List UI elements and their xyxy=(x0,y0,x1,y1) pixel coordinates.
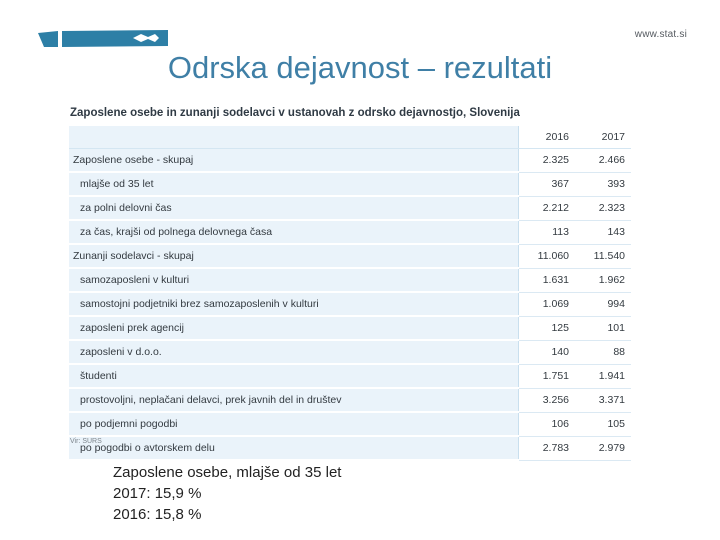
table-row xyxy=(69,364,631,388)
table-row xyxy=(69,388,631,412)
row-separator xyxy=(508,172,519,196)
row-label: Zaposlene osebe - skupaj xyxy=(69,149,508,173)
value-2016: 1.631 xyxy=(519,268,576,292)
value-2017: 88 xyxy=(575,340,631,364)
table-row xyxy=(69,244,631,268)
row-label: Zunanji sodelavci - skupaj xyxy=(69,244,508,268)
row-separator xyxy=(508,220,519,244)
row-separator xyxy=(508,436,519,460)
row-label: po podjemni pogodbi xyxy=(69,412,508,436)
row-label: študenti xyxy=(69,364,508,388)
value-2016: 3.256 xyxy=(519,388,576,412)
value-2017: 2.323 xyxy=(575,196,631,220)
row-separator xyxy=(508,388,519,412)
data-table xyxy=(69,126,631,461)
column-header-2017: 2017 xyxy=(575,126,631,149)
row-label: samozaposleni v kulturi xyxy=(69,268,508,292)
summary-line: 2017: 15,9 % xyxy=(113,485,202,502)
row-separator xyxy=(508,268,519,292)
row-label: zaposleni prek agencij xyxy=(69,316,508,340)
value-2016: 11.060 xyxy=(519,244,576,268)
row-label: za polni delovni čas xyxy=(69,196,508,220)
value-2017: 2.979 xyxy=(575,436,631,460)
row-separator xyxy=(508,292,519,316)
row-separator xyxy=(508,196,519,220)
row-separator xyxy=(508,364,519,388)
row-label: po pogodbi o avtorskem delu xyxy=(69,436,508,460)
row-separator xyxy=(508,244,519,268)
row-separator xyxy=(508,316,519,340)
table-row xyxy=(69,436,631,460)
summary-line: 2016: 15,8 % xyxy=(113,506,202,523)
header-label-cell xyxy=(69,126,508,149)
table-row xyxy=(69,412,631,436)
value-2016: 2.325 xyxy=(519,149,576,173)
row-label: zaposleni v d.o.o. xyxy=(69,340,508,364)
stat-logo-icon xyxy=(38,27,168,49)
row-label: samostojni podjetniki brez samozaposlenih v kulturi xyxy=(69,292,508,316)
table-row xyxy=(69,268,631,292)
table-row xyxy=(69,292,631,316)
column-header-2016: 2016 xyxy=(519,126,576,149)
table-row xyxy=(69,172,631,196)
row-label: za čas, krajši od polnega delovnega časa xyxy=(69,220,508,244)
value-2017: 2.466 xyxy=(575,149,631,173)
value-2016: 1.751 xyxy=(519,364,576,388)
header-separator xyxy=(508,126,519,149)
value-2016: 106 xyxy=(519,412,576,436)
value-2017: 3.371 xyxy=(575,388,631,412)
value-2017: 1.941 xyxy=(575,364,631,388)
row-separator xyxy=(508,340,519,364)
value-2016: 1.069 xyxy=(519,292,576,316)
value-2016: 113 xyxy=(519,220,576,244)
table-row xyxy=(69,196,631,220)
row-label: mlajše od 35 let xyxy=(69,172,508,196)
value-2017: 11.540 xyxy=(575,244,631,268)
slide-title: Odrska dejavnost – rezultati xyxy=(167,50,553,85)
table-row xyxy=(69,316,631,340)
value-2017: 143 xyxy=(575,220,631,244)
table-row xyxy=(69,149,631,173)
row-separator xyxy=(508,149,519,173)
summary-line: Zaposlene osebe, mlajše od 35 let xyxy=(113,464,342,481)
value-2017: 1.962 xyxy=(575,268,631,292)
value-2016: 367 xyxy=(519,172,576,196)
value-2017: 393 xyxy=(575,172,631,196)
value-2016: 140 xyxy=(519,340,576,364)
value-2017: 105 xyxy=(575,412,631,436)
table-body xyxy=(69,149,631,461)
table-row xyxy=(69,220,631,244)
value-2016: 2.212 xyxy=(519,196,576,220)
site-url[interactable]: www.stat.si xyxy=(634,29,687,40)
value-2017: 101 xyxy=(575,316,631,340)
table-row xyxy=(69,340,631,364)
row-label: prostovoljni, neplačani delavci, prek javnih del in društev xyxy=(69,388,508,412)
table-header-row xyxy=(69,126,631,149)
value-2016: 2.783 xyxy=(519,436,576,460)
summary-block xyxy=(113,462,341,525)
value-2016: 125 xyxy=(519,316,576,340)
table-caption: Zaposlene osebe in zunanji sodelavci v ustanovah z odrsko dejavnostjo, Slovenija xyxy=(70,107,520,119)
source-note: Vir: SURS xyxy=(70,438,102,445)
value-2017: 994 xyxy=(575,292,631,316)
row-separator xyxy=(508,412,519,436)
